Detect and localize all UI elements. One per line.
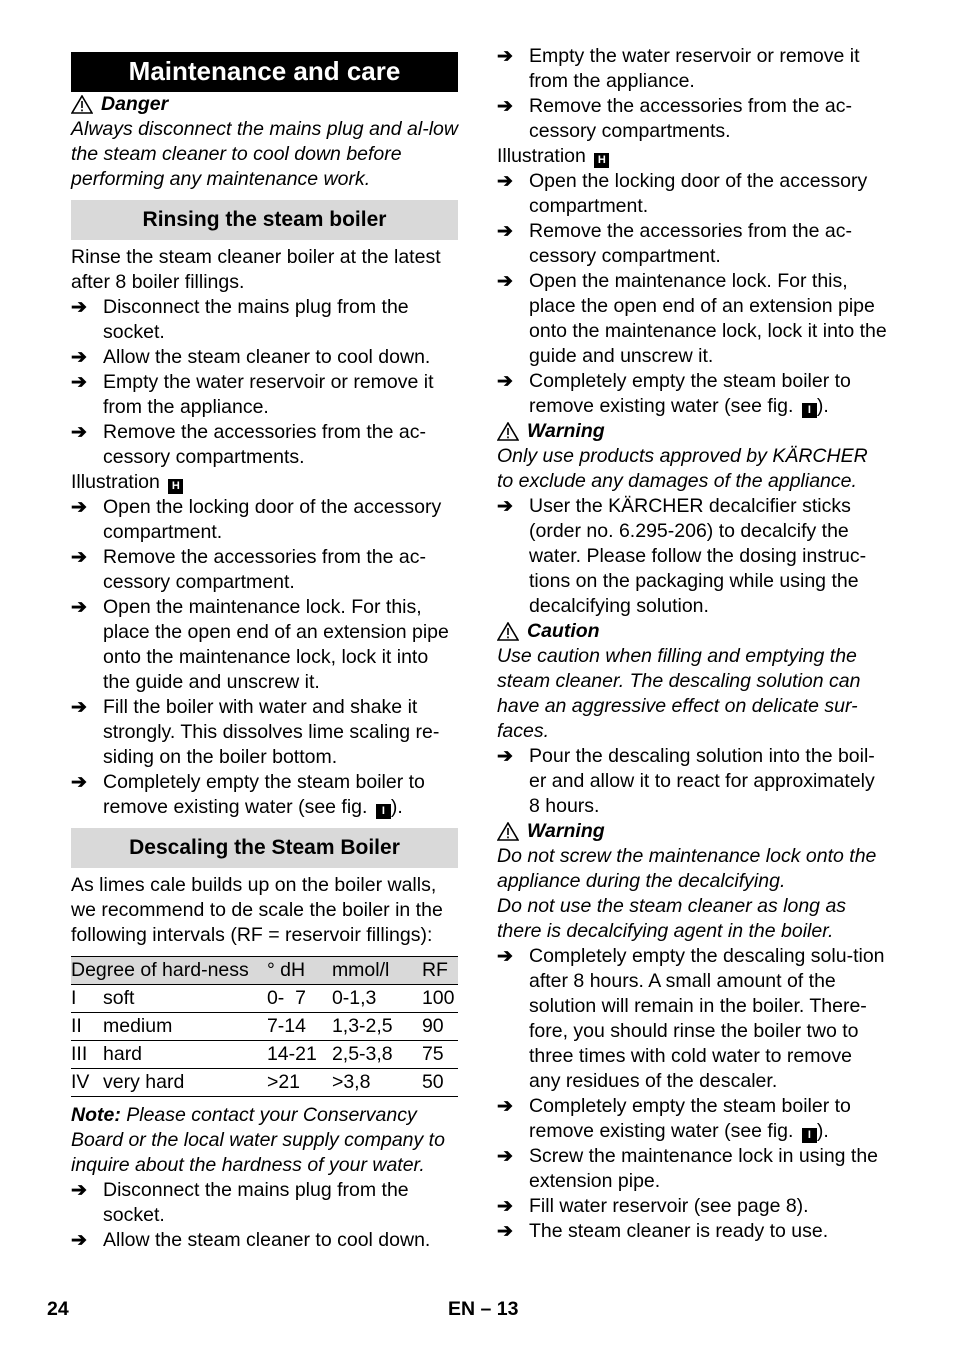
- list-item: ➔ Remove the accessories from the ac-cessory compartment.: [71, 546, 426, 593]
- arrow-right-icon: ➔: [497, 221, 513, 242]
- danger-label: Danger: [101, 93, 169, 115]
- table-row: III hard 14-21 2,5-3,8 75: [71, 1041, 458, 1069]
- list-item: ➔ Open the locking door of the accessory compartment.: [497, 170, 868, 217]
- list-item: ➔ Remove the accessories from the ac-cessory compartment.: [497, 220, 852, 267]
- list-item: ➔ Remove the accessories from the ac-cessory compartments.: [497, 95, 852, 142]
- arrow-right-icon: ➔: [497, 1146, 513, 1167]
- arrow-right-icon: ➔: [497, 1196, 513, 1217]
- warning-heading: [497, 819, 887, 844]
- rinsing-bullets-b: [71, 495, 458, 820]
- rinsing-bullets-a: [71, 295, 458, 470]
- arrow-right-icon: ➔: [497, 96, 513, 117]
- caution-heading: [497, 619, 887, 644]
- warning-label: Warning: [527, 820, 605, 842]
- list-item: ➔ User the KÄRCHER decalcifier sticks (order no. 6.295-206) to decalcify the water. Please follow the dosing instruc-tions on the packaging while using the decalcifying solution.: [497, 495, 867, 617]
- illustration-ref: Illustration H: [497, 144, 887, 169]
- list-item: ➔ Fill water reservoir (see page 8).: [497, 1195, 809, 1217]
- arrow-right-icon: ➔: [71, 372, 87, 393]
- arrow-right-icon: ➔: [497, 271, 513, 292]
- arrow-right-icon: ➔: [71, 1230, 87, 1251]
- table-header: mmol/l: [332, 957, 422, 985]
- table-header-row: [71, 957, 458, 985]
- arrow-right-icon: ➔: [71, 497, 87, 518]
- arrow-right-icon: ➔: [71, 347, 87, 368]
- list-item: ➔ Empty the water reservoir or remove it from the appliance.: [71, 371, 434, 418]
- descaling-bullets-left: [71, 1178, 458, 1253]
- table-header: ° dH: [267, 957, 332, 985]
- arrow-right-icon: ➔: [71, 547, 87, 568]
- figure-label: I: [802, 403, 817, 418]
- list-item: ➔ Disconnect the mains plug from the socket.: [71, 296, 409, 343]
- note-text: Please contact your Conservancy Board or the local water supply company to inquire about the hardness of your water.: [71, 1104, 445, 1176]
- danger-heading: [71, 92, 458, 117]
- arrow-right-icon: ➔: [71, 697, 87, 718]
- page-label: EN – 13: [448, 1298, 519, 1320]
- list-item: ➔ Completely empty the steam boiler to remove existing water (see fig. I ).: [497, 1095, 851, 1142]
- arrow-right-icon: ➔: [71, 422, 87, 443]
- page-title: Maintenance and care: [71, 52, 458, 92]
- page-number: 24: [47, 1298, 69, 1320]
- arrow-right-icon: ➔: [497, 1096, 513, 1117]
- warning-label: Warning: [527, 420, 605, 442]
- note: [71, 1103, 458, 1178]
- illustration-ref: Illustration H: [71, 470, 458, 495]
- arrow-right-icon: ➔: [497, 371, 513, 392]
- list-item: ➔ Allow the steam cleaner to cool down.: [71, 1229, 431, 1251]
- arrow-right-icon: ➔: [71, 1180, 87, 1201]
- table-row: II medium 7-14 1,3-2,5 90: [71, 1013, 458, 1041]
- list-item: ➔ Disconnect the mains plug from the socket.: [71, 1179, 409, 1226]
- list-item: ➔ Pour the descaling solution into the boil-er and allow it to react for approximately 8 hours.: [497, 745, 875, 817]
- descaling-intro: As limes cale builds up on the boiler walls, we recommend to de scale the boiler in the following intervals (RF = reservoir fillings):: [71, 874, 443, 946]
- arrow-right-icon: ➔: [497, 1221, 513, 1242]
- warning-text: Do not use the steam cleaner as long as there is decalcifying agent in the boiler.: [497, 895, 847, 942]
- list-item: ➔ Completely empty the steam boiler to remove existing water (see fig. I ).: [71, 771, 425, 818]
- arrow-right-icon: ➔: [71, 597, 87, 618]
- right-bullets-b: [497, 169, 887, 419]
- list-item: ➔ Completely empty the steam boiler to remove existing water (see fig. I ).: [497, 370, 851, 417]
- list-item: ➔ Allow the steam cleaner to cool down.: [71, 346, 431, 368]
- warning-triangle-icon: [71, 95, 93, 114]
- table-header: Degree of hard-ness: [71, 957, 267, 985]
- list-item: ➔ Completely empty the descaling solu-tion after 8 hours. A small amount of the solution will remain in the boiler. There-fore, you should rinse the boiler two to three times with cold water to remove any residues of the descaler.: [497, 945, 885, 1092]
- list-item: ➔ Open the maintenance lock. For this, place the open end of an extension pipe onto the maintenance lock, lock it into the guide and unscrew it.: [497, 270, 887, 367]
- section-heading-rinsing: Rinsing the steam boiler: [71, 200, 458, 240]
- list-item: ➔ Empty the water reservoir or remove it from the appliance.: [497, 45, 860, 92]
- warning-heading: [497, 419, 887, 444]
- list-item: ➔ Open the maintenance lock. For this, place the open end of an extension pipe onto the maintenance lock, lock it into the guide and unscrew it.: [71, 596, 449, 693]
- arrow-right-icon: ➔: [497, 171, 513, 192]
- arrow-right-icon: ➔: [71, 772, 87, 793]
- caution-text: Use caution when filling and emptying the steam cleaner. The descaling solution can have an aggressive effect on delicate sur-faces.: [497, 645, 861, 742]
- danger-text: Always disconnect the mains plug and al-low the steam cleaner to cool down before performing any maintenance work.: [71, 118, 458, 190]
- arrow-right-icon: ➔: [497, 46, 513, 67]
- left-column: [71, 44, 458, 1253]
- list-item: ➔ Fill the boiler with water and shake it strongly. This dissolves lime scaling re-siding on the boiler bottom.: [71, 696, 440, 768]
- caution-label: Caution: [527, 620, 600, 642]
- note-label: Note:: [71, 1104, 121, 1126]
- table-header: RF: [422, 957, 458, 985]
- figure-label: I: [802, 1128, 817, 1143]
- warning-triangle-icon: [497, 622, 519, 641]
- arrow-right-icon: ➔: [497, 946, 513, 967]
- warning-text: Only use products approved by KÄRCHER to exclude any damages of the appliance.: [497, 445, 868, 492]
- warning-text: Do not screw the maintenance lock onto the appliance during the decalcifying.: [497, 845, 877, 892]
- list-item: ➔ Remove the accessories from the ac-cessory compartments.: [71, 421, 426, 468]
- warning-triangle-icon: [497, 422, 519, 441]
- figure-label: H: [168, 479, 183, 494]
- list-item: ➔ Screw the maintenance lock in using the extension pipe.: [497, 1145, 879, 1192]
- hardness-table: [71, 956, 458, 1097]
- figure-label: I: [376, 804, 391, 819]
- warning-triangle-icon: [497, 822, 519, 841]
- right-column: [497, 44, 887, 1244]
- arrow-right-icon: ➔: [497, 746, 513, 767]
- list-item: ➔ The steam cleaner is ready to use.: [497, 1220, 829, 1242]
- figure-label: H: [594, 153, 609, 168]
- arrow-right-icon: ➔: [71, 297, 87, 318]
- list-item: ➔ Open the locking door of the accessory compartment.: [71, 496, 442, 543]
- arrow-right-icon: ➔: [497, 496, 513, 517]
- rinsing-intro: Rinse the steam cleaner boiler at the latest after 8 boiler fillings.: [71, 246, 441, 293]
- right-bullets-a: [497, 44, 887, 144]
- table-row: I soft 0- 7 0-1,3 100: [71, 985, 458, 1013]
- table-row: IV very hard >21 >3,8 50: [71, 1069, 458, 1097]
- section-heading-descaling: Descaling the Steam Boiler: [71, 828, 458, 868]
